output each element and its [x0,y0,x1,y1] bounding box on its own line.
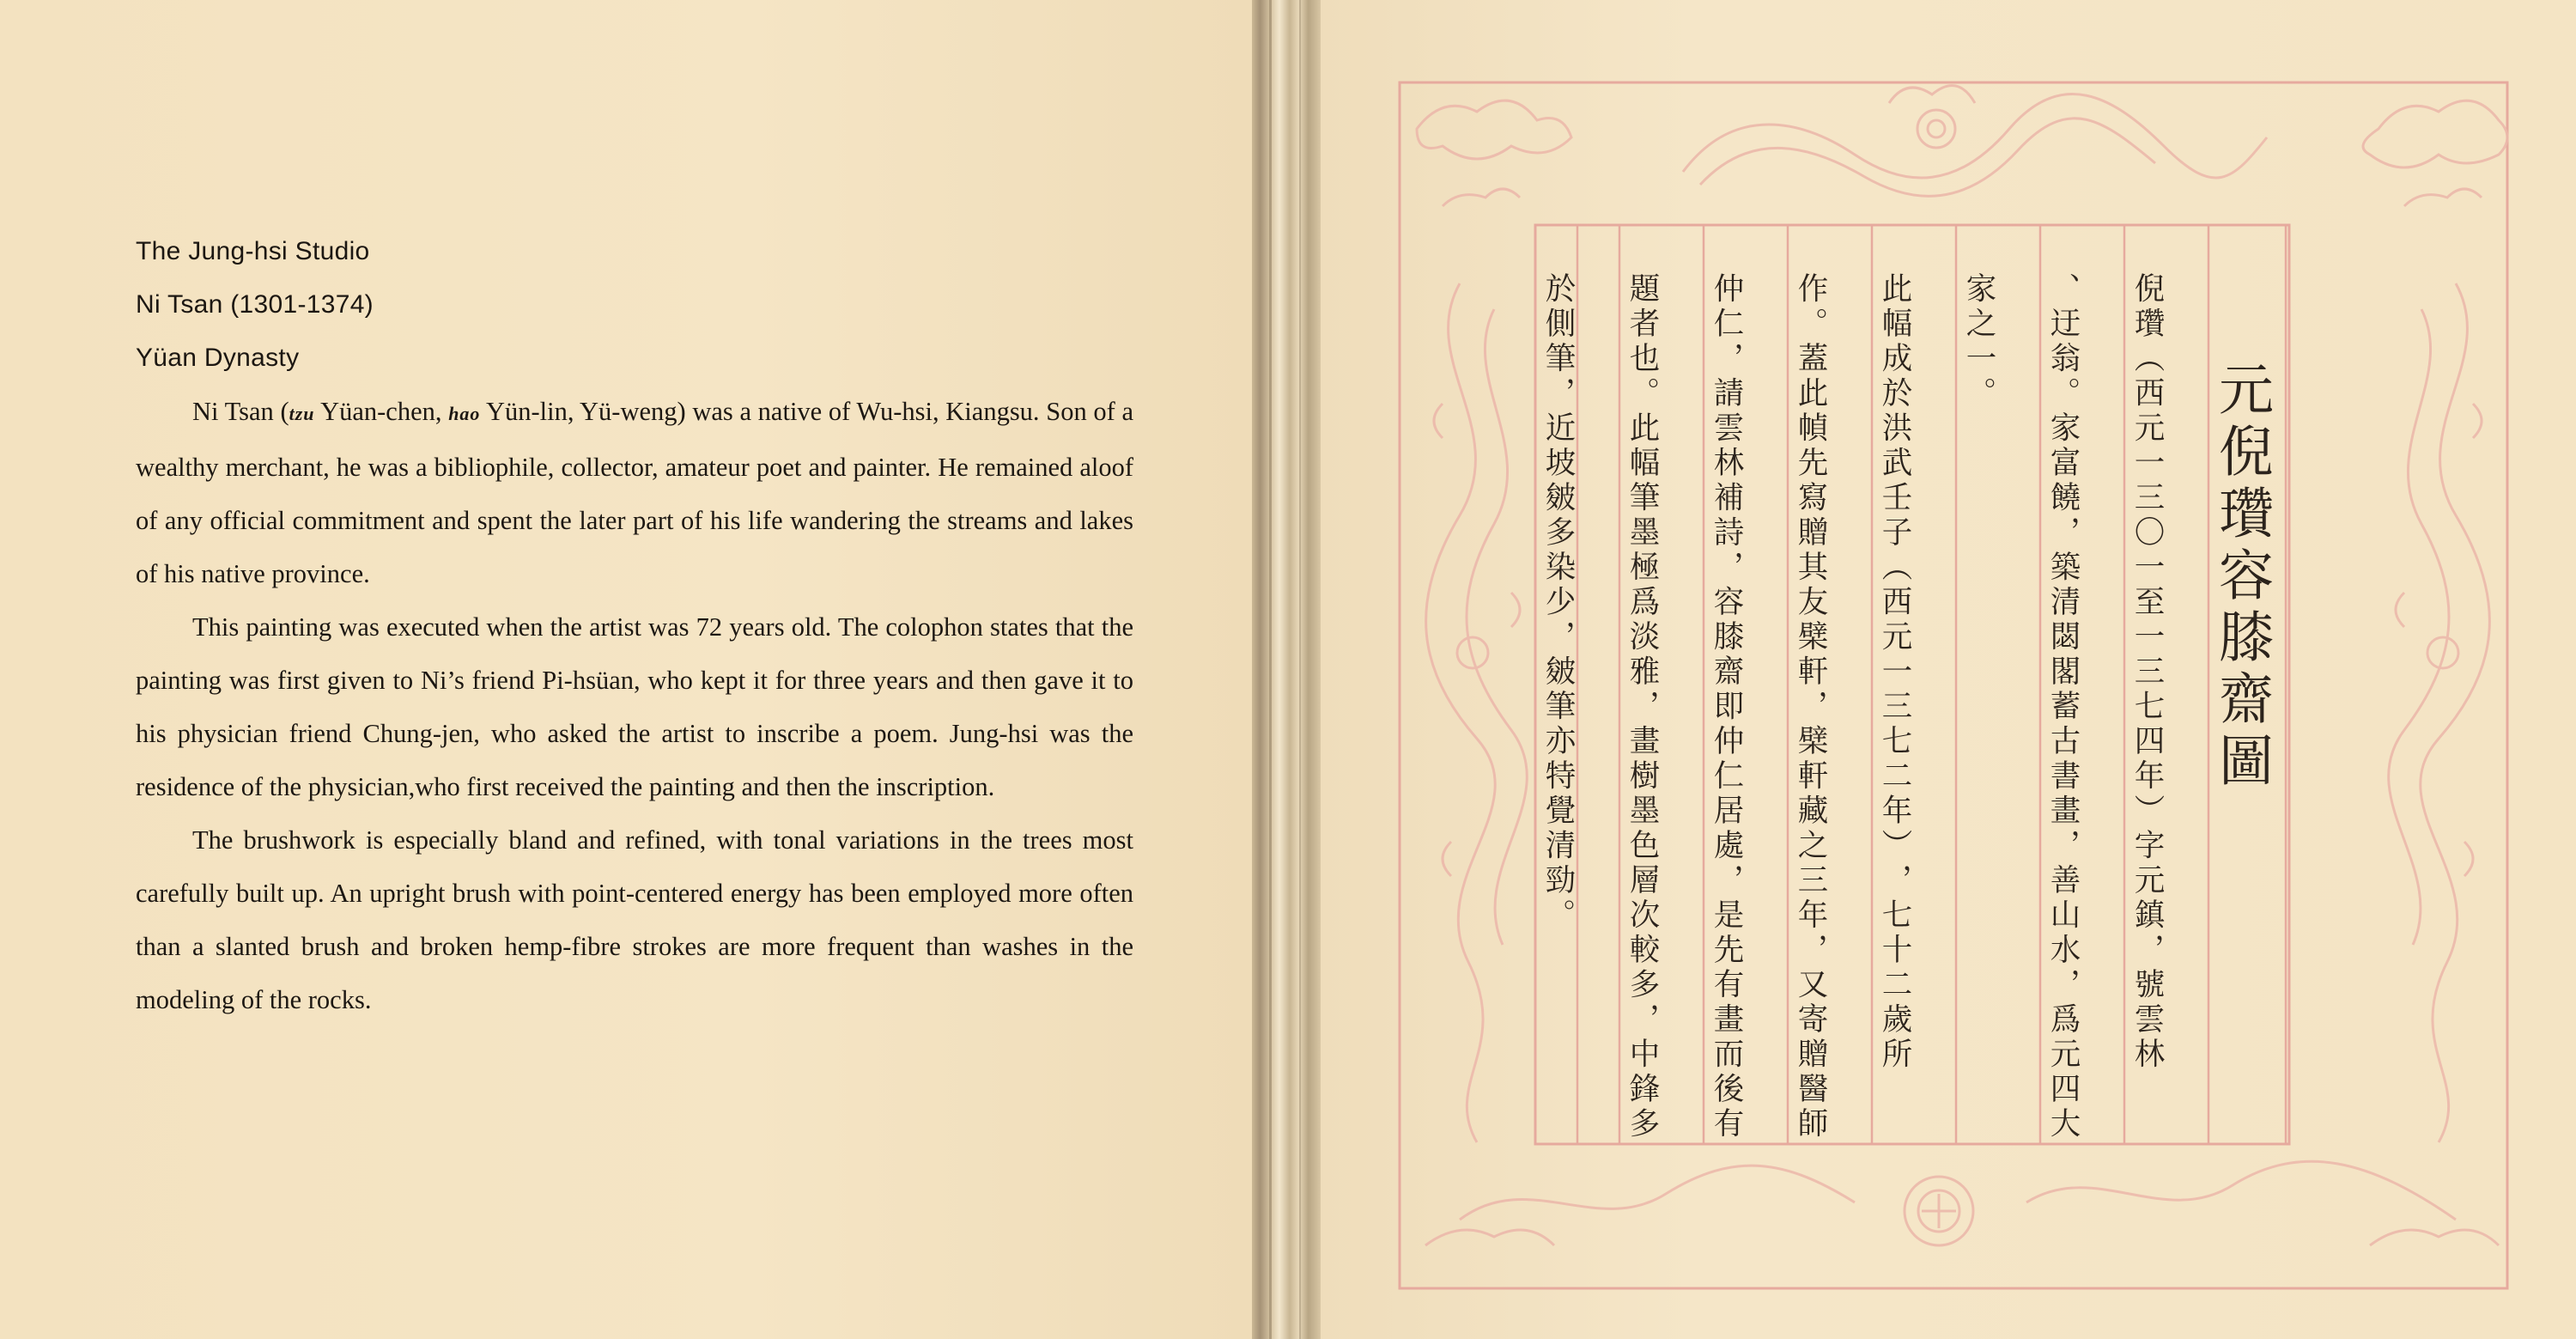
cloud-ornament-top-left [1417,100,1571,206]
cloud-ornament-top-right [2363,100,2507,206]
chinese-column-8: 於側筆，近坡皴多染少，皴筆亦特覺清勁。 [1540,272,1576,934]
painting-title: The Jung-hsi Studio [136,237,370,265]
top-dragon-ornament [1683,86,2267,197]
chinese-column-3: 家之一。 [1961,272,1996,411]
chinese-column-1: 倪瓚︵西元一三〇一至一三七四年︶字元鎮，號雲林 [2129,272,2165,1073]
paragraph-style: The brushwork is especially bland and refined, with tonal variations in the trees most carefully built up. An upright brush with point-centered energy has been employed more often than a slanted brush and broken hemp-fibre strokes are more frequent than washes in the modeling of the rocks. [136,825,1133,1014]
chinese-title: 元倪瓚容膝齋圖 [2209,361,2273,794]
paragraph-biography: Ni Tsan (tzu Yüan-chen, hao Yün-lin, Yü-weng) was a native of Wu-hsi, Kiangsu. Son of a wealthy merchant, he was a bibliophile, collector, amateur poet and painter. He remained aloof of any official commitment and spent the later part of his life wandering the streams and lakes of his native province. [136,397,1133,588]
chinese-column-5: 作。蓋此幀先寫贈其友檗軒，檗軒藏之三年，又寄贈醫師 [1793,272,1828,1142]
chinese-column-4: 此幅成於洪武壬子︵西元一三七二年︶，七十二歲所 [1877,272,1912,1073]
paragraph-history: This painting was executed when the artist was 72 years old. The colophon states that the painting was first given to Ni’s friend Pi-hsüan, who kept it for three years and then gave it to his physician friend Chung-jen, who asked the artist to inscribe a poem. Jung-hsi was the residence of the physician,who first received the painting and then the inscription. [136,612,1133,801]
chinese-column-2: 、迂翁。家富饒，築清閟閣蓄古書畫，善山水，爲元四大 [2045,272,2081,1142]
chinese-column-7: 題者也。此幅筆墨極爲淡雅，畫樹墨色層次較多，中鋒多 [1625,272,1660,1142]
right-dragon-ornament [2389,283,2490,1142]
chinese-column-6: 仲仁，請雲林補詩，容膝齋即仲仁居處，是先有畫而後有 [1709,272,1744,1142]
dynasty-label: Yüan Dynasty [136,344,300,372]
left-dragon-ornament [1426,283,1528,1142]
chinese-text-panel [1535,225,2289,1144]
artist-name: Ni Tsan (1301-1374) [136,290,374,319]
